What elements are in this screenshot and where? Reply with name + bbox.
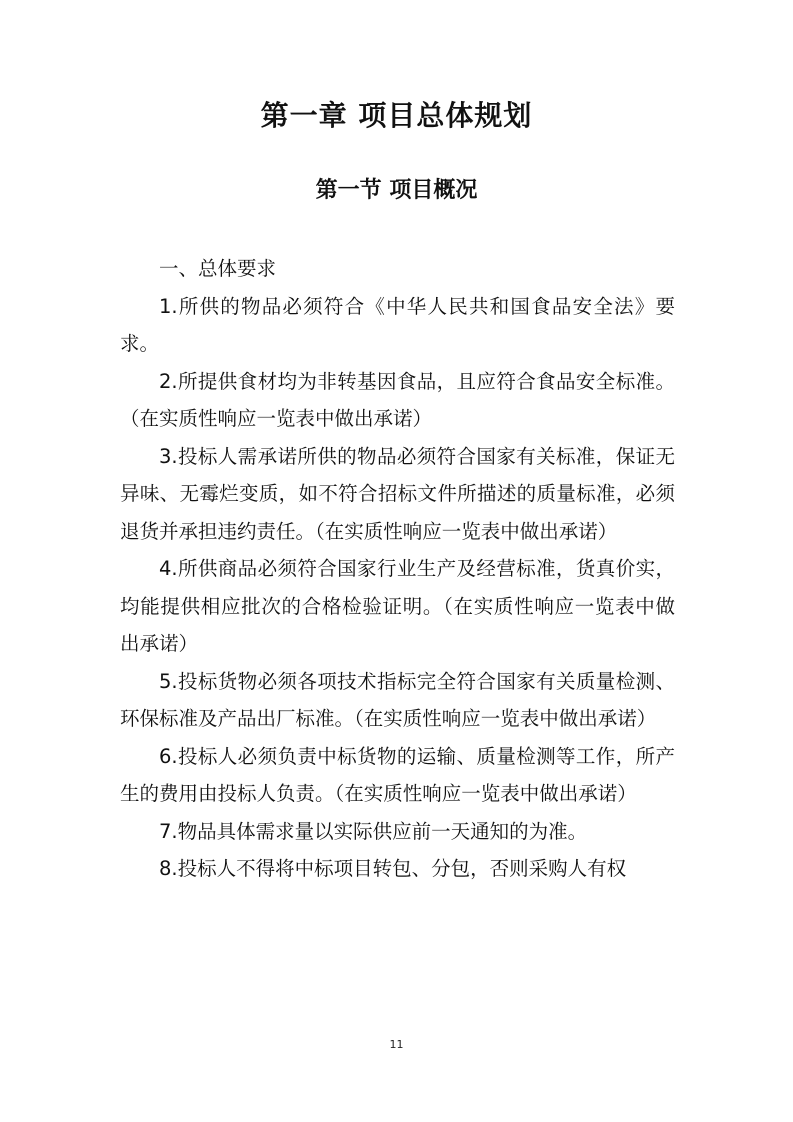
section-title: 第一节 项目概况: [315, 178, 478, 203]
subheading-general-requirements: 一、总体要求: [159, 257, 277, 280]
requirement-item: 2.所提供食材均为非转基因食品，且应符合食品安全标准。（在实质性响应一览表中做出承诺）: [120, 369, 675, 430]
requirement-item: 5.投标货物必须各项技术指标完全符合国家有关质量检测、环保标准及产品出厂标准。（在实质性响应一览表中做出承诺）: [120, 669, 675, 730]
requirement-item: 3.投标人需承诺所供的物品必须符合国家有关标准，保证无异味、无霉烂变质，如不符合招标文件所描述的质量标准，必须退货并承担违约责任。（在实质性响应一览表中做出承诺）: [120, 444, 675, 543]
body-text: [120, 250, 675, 888]
requirement-item: 7.物品具体需求量以实际供应前一天通知的为准。: [159, 819, 588, 843]
requirement-item: 8.投标人不得将中标项目转包、分包，否则采购人有权: [159, 857, 627, 880]
requirement-item: 1.所供的物品必须符合《中华人民共和国食品安全法》要求。: [120, 294, 675, 355]
chapter-title: 第一章 项目总体规划: [260, 99, 533, 132]
requirement-item: 4.所供商品必须符合国家行业生产及经营标准，货真价实，均能提供相应批次的合格检验证明。（在实质性响应一览表中做出承诺）: [120, 557, 675, 655]
requirement-item: 6.投标人必须负责中标货物的运输、质量检测等工作，所产生的费用由投标人负责。（在实质性响应一览表中做出承诺）: [120, 744, 675, 805]
page-number: 11: [389, 1038, 404, 1051]
